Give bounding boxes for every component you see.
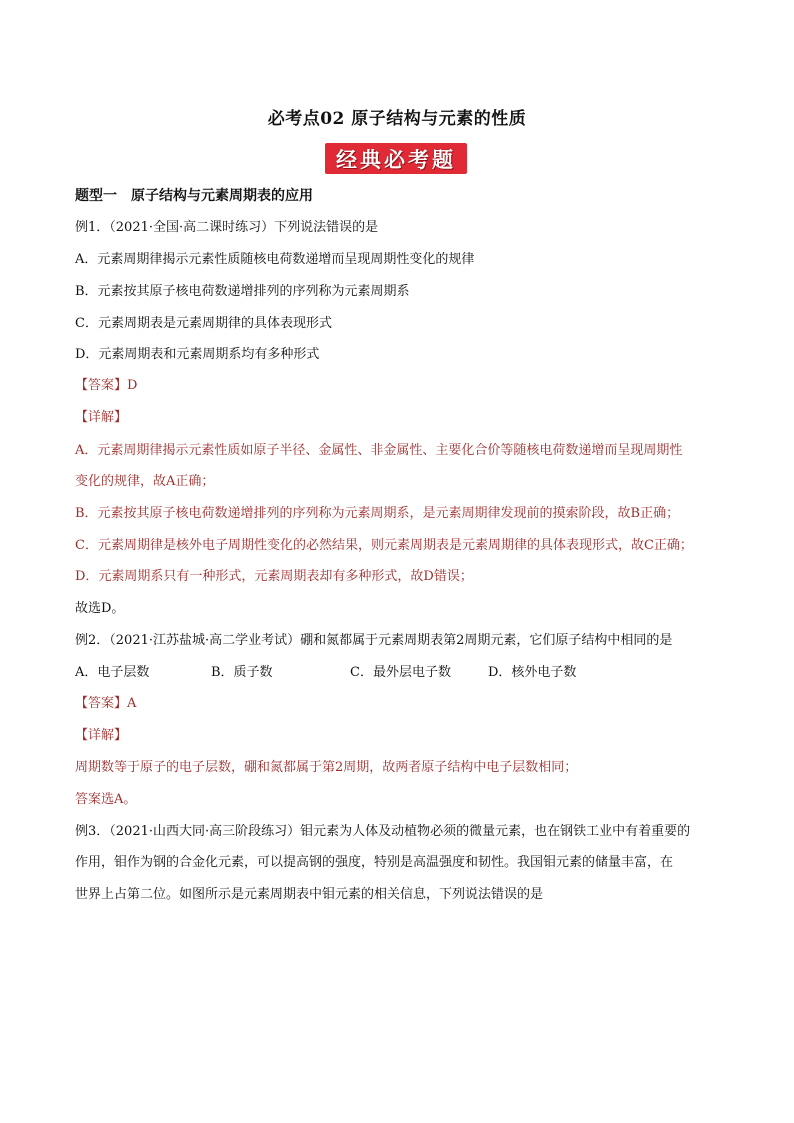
example-2-answer: 【答案】A (75, 696, 137, 711)
example-3-line-3: 世界上占第二位。如图所示是元素周期表中钼元素的相关信息，下列说法错误的是 (75, 887, 544, 902)
example-1-detail-c: C．元素周期律是核外电子周期性变化的必然结果，则元素周期表是元素周期律的具体表现形式，故C正确； (75, 538, 693, 553)
example-1-detail-a-cont: 变化的规律，故A正确； (75, 474, 215, 489)
example-2-option-a: A．电子层数 (75, 665, 150, 680)
example-2-option-b: B．质子数 (211, 665, 273, 680)
example-1-option-d: D．元素周期表和元素周期系均有多种形式 (75, 347, 320, 362)
example-2-conclusion: 答案选A。 (75, 792, 137, 807)
example-1-detail-d: D．元素周期系只有一种形式，元素周期表却有多种形式，故D错误； (75, 569, 473, 584)
example-1-detail-a: A．元素周期律揭示元素性质如原子半径、金属性、非金属性、主要化合价等随核电荷数递增而呈现周期性 (75, 443, 683, 458)
example-1-option-c: C．元素周期表是元素周期律的具体表现形式 (75, 316, 332, 331)
example-1-option-a: A．元素周期律揭示元素性质随核电荷数递增而呈现周期性变化的规律 (75, 252, 475, 267)
page-title: 必考点02 原子结构与元素的性质 (267, 109, 527, 129)
example-2-detail: 周期数等于原子的电子层数，硼和氮都属于第2周期，故两者原子结构中电子层数相同； (75, 760, 578, 775)
example-2-option-d: D．核外电子数 (488, 665, 577, 680)
example-1-answer: 【答案】D (75, 378, 138, 393)
badge-label: 经典必考题 (336, 147, 456, 172)
example-1-conclusion: 故选D。 (75, 601, 125, 616)
example-2-option-c: C．最外层电子数 (350, 665, 451, 680)
example-2-question: 例2．（2021·江苏盐城·高二学业考试）硼和氮都属于元素周期表第2周期元素，它们原子结构中相同的是 (75, 633, 673, 648)
example-2-options (75, 663, 735, 683)
example-1-option-b: B．元素按其原子核电荷数递增排列的序列称为元素周期系 (75, 284, 410, 299)
example-1-detail-b: B．元素按其原子核电荷数递增排列的序列称为元素周期系，是元素周期律发现前的摸索阶段，故B正确； (75, 506, 680, 521)
section-heading: 题型一 原子结构与元素周期表的应用 (75, 188, 313, 204)
example-3-line-2: 作用，钼作为钢的合金化元素，可以提高钢的强度，特别是高温强度和韧性。我国钼元素的储量丰富，在 (75, 855, 674, 870)
example-1-detail-label: 【详解】 (75, 410, 128, 425)
classic-badge (325, 143, 467, 174)
example-1-question: 例1．（2021·全国·高二课时练习）下列说法错误的是 (75, 220, 379, 235)
example-2-detail-label: 【详解】 (75, 728, 128, 743)
example-3-line-1: 例3．（2021·山西大同·高三阶段练习）钼元素为人体及动植物必须的微量元素，也在钢铁工业中有着重要的 (75, 824, 691, 839)
